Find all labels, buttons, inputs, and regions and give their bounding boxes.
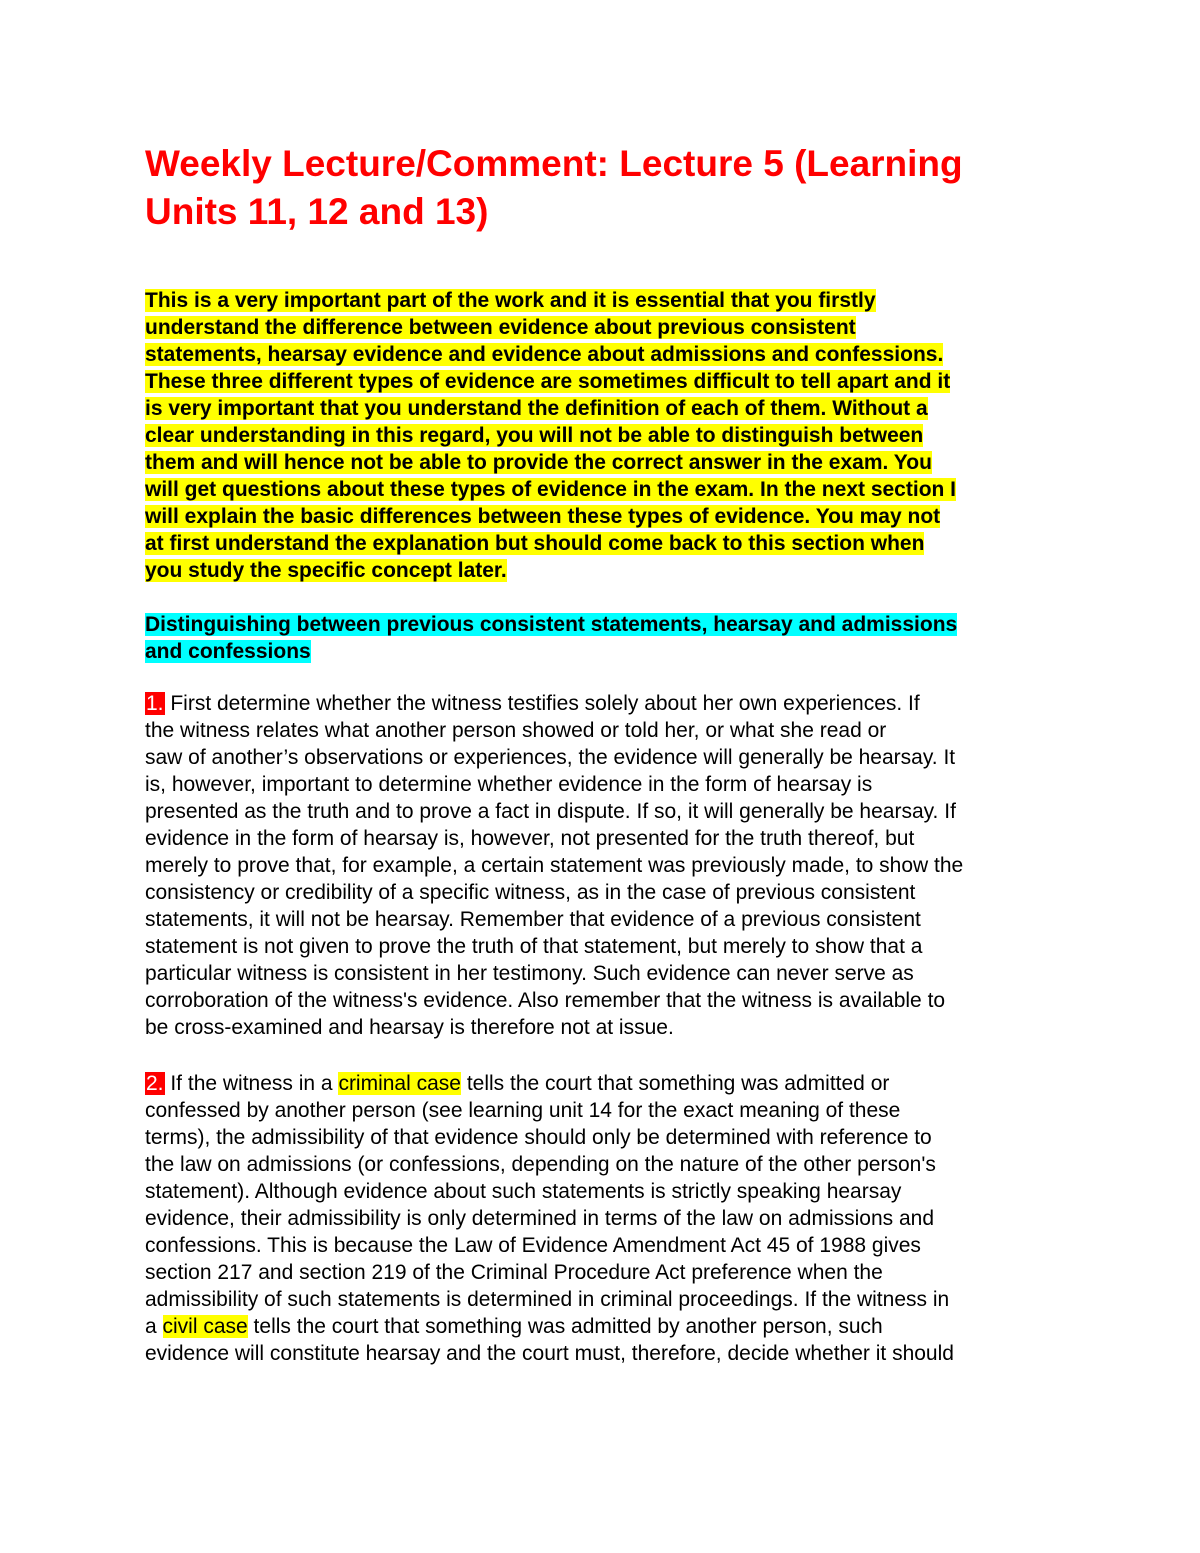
point-1-line: the witness relates what another person showed or told her, or what she read or bbox=[145, 719, 887, 742]
civil-after: tells the court that something was admitted by another person, such bbox=[247, 1315, 883, 1338]
point-2-first-after: tells the court that something was admitted or bbox=[460, 1072, 890, 1095]
intro-line: understand the difference between evidence about previous consistent bbox=[145, 316, 856, 339]
point-2-line: admissibility of such statements is determined in criminal proceedings. If the witness in bbox=[145, 1288, 950, 1311]
intro-line: you study the specific concept later. bbox=[145, 559, 507, 582]
point-1-line: statement is not given to prove the truth of that statement, but merely to show that a bbox=[145, 935, 923, 958]
criminal-case-highlight: criminal case bbox=[338, 1072, 461, 1095]
point-1-number: 1. bbox=[146, 692, 164, 715]
point-1-line: is, however, important to determine whether evidence in the form of hearsay is bbox=[145, 773, 873, 796]
intro-line: them and will hence not be able to provide the correct answer in the exam. You bbox=[145, 451, 932, 474]
intro-paragraph bbox=[145, 287, 1065, 584]
point-2-line: confessions. This is because the Law of Evidence Amendment Act 45 of 1988 gives bbox=[145, 1234, 921, 1257]
point-2-first-before: If the witness in a bbox=[164, 1072, 339, 1095]
point-1-line: presented as the truth and to prove a fact in dispute. If so, it will generally be hearsay. If bbox=[145, 800, 956, 823]
intro-line: is very important that you understand the definition of each of them. Without a bbox=[145, 397, 928, 420]
point-1-line: merely to prove that, for example, a certain statement was previously made, to show the bbox=[145, 854, 964, 877]
intro-line: will explain the basic differences between these types of evidence. You may not bbox=[145, 505, 941, 528]
point-1-line: be cross-examined and hearsay is therefore not at issue. bbox=[145, 1016, 674, 1039]
point-2-last-line: evidence will constitute hearsay and the court must, therefore, decide whether it should bbox=[145, 1342, 954, 1365]
section-heading-line: and confessions bbox=[145, 640, 311, 663]
intro-line: This is a very important part of the work and it is essential that you firstly bbox=[145, 289, 876, 312]
civil-before: a bbox=[145, 1315, 163, 1338]
point-2-line: statement). Although evidence about such statements is strictly speaking hearsay bbox=[145, 1180, 902, 1203]
civil-case-highlight: civil case bbox=[162, 1315, 248, 1338]
point-2-line: terms), the admissibility of that evidence should only be determined with reference to bbox=[145, 1126, 932, 1149]
point-1-paragraph bbox=[145, 690, 1065, 1041]
intro-line: statements, hearsay evidence and evidence about admissions and confessions. bbox=[145, 343, 944, 366]
intro-line: clear understanding in this regard, you will not be able to distinguish between bbox=[145, 424, 924, 447]
point-2-line: the law on admissions (or confessions, depending on the nature of the other person's bbox=[145, 1153, 936, 1176]
point-1-line: consistency or credibility of a specific witness, as in the case of previous consistent bbox=[145, 881, 916, 904]
section-heading bbox=[145, 611, 1065, 665]
intro-line: at first understand the explanation but should come back to this section when bbox=[145, 532, 925, 555]
section-heading-line: Distinguishing between previous consistent statements, hearsay and admissions bbox=[145, 613, 958, 636]
point-1-line: saw of another’s observations or experiences, the evidence will generally be hearsay. It bbox=[145, 746, 956, 769]
point-1-first-line: First determine whether the witness testifies solely about her own experiences. If bbox=[164, 692, 920, 715]
point-1-line: particular witness is consistent in her testimony. Such evidence can never serve as bbox=[145, 962, 914, 985]
intro-line: will get questions about these types of evidence in the exam. In the next section I bbox=[145, 478, 957, 501]
point-1-line: evidence in the form of hearsay is, however, not presented for the truth thereof, but bbox=[145, 827, 915, 850]
point-2-paragraph bbox=[145, 1070, 1065, 1367]
point-1-line: statements, it will not be hearsay. Remember that evidence of a previous consistent bbox=[145, 908, 921, 931]
intro-line: These three different types of evidence are sometimes difficult to tell apart and it bbox=[145, 370, 951, 393]
point-2-line: section 217 and section 219 of the Criminal Procedure Act preference when the bbox=[145, 1261, 883, 1284]
point-2-line: confessed by another person (see learning unit 14 for the exact meaning of these bbox=[145, 1099, 901, 1122]
point-2-number: 2. bbox=[146, 1072, 164, 1095]
point-1-line: corroboration of the witness's evidence. Also remember that the witness is available to bbox=[145, 989, 946, 1012]
document-title: Weekly Lecture/Comment: Lecture 5 (Learning Units 11, 12 and 13) bbox=[145, 143, 963, 232]
point-2-line: evidence, their admissibility is only determined in terms of the law on admissions and bbox=[145, 1207, 935, 1230]
